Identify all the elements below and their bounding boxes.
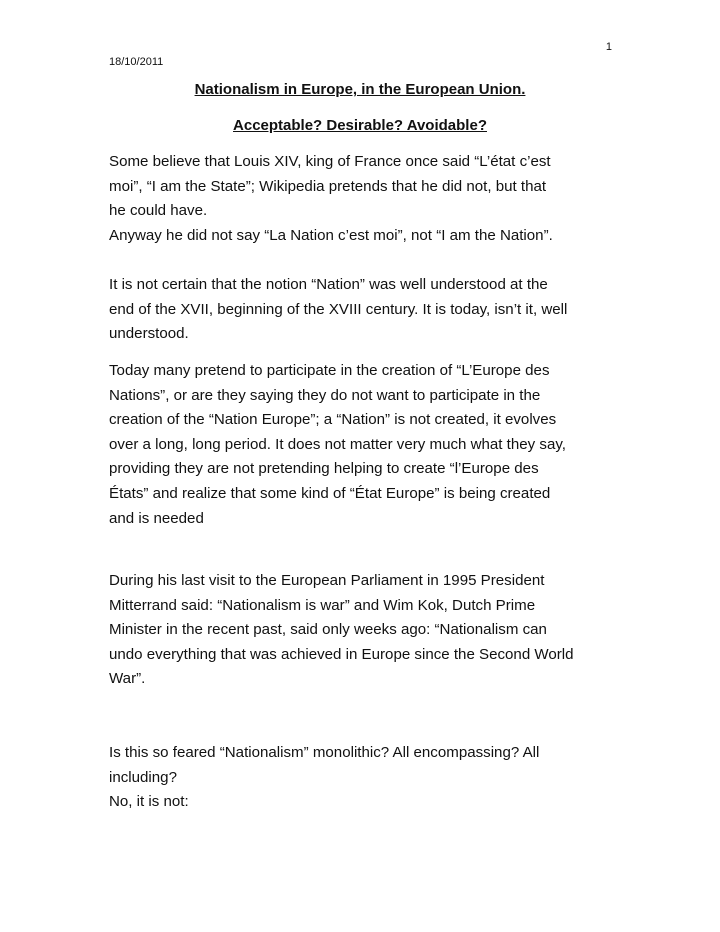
paragraph-louis-xiv: Some believe that Louis XIV, king of France once said “L’état c’est moi”, “I am the State”; Wikipedia pretends that he did not, but that he could have. Anyway he did not say “La Nation c’est moi”, not “I am the Nation”. bbox=[109, 153, 553, 244]
page-number: 1 bbox=[605, 41, 612, 53]
document-subtitle: Acceptable? Desirable? Avoidable? bbox=[233, 117, 487, 134]
document-date: 18/10/2011 bbox=[109, 56, 164, 68]
paragraph-notion-nation: It is not certain that the notion “Nation” was well understood at the end of the XVII, beginning of the XVIII century. It is today, isn’t it, well understood. bbox=[109, 276, 568, 343]
paragraph-nationalism-is-war: During his last visit to the European Parliament in 1995 President Mitterrand said: “Nationalism is war” and Wim Kok, Dutch Prime Minister in the recent past, said only weeks ago: “Nationalism can undo everything that was achieved in Europe since the Second World War”. bbox=[109, 572, 574, 688]
paragraph-feared-nationalism: Is this so feared “Nationalism” monolithic? All encompassing? All including? No, it is not: bbox=[109, 744, 540, 811]
document-title: Nationalism in Europe, in the European Union. bbox=[194, 81, 526, 98]
paragraph-europe-des-nations: Today many pretend to participate in the creation of “L’Europe des Nations”, or are they saying they do not want to participate in the creation of the “Nation Europe”; a “Nation” is not created, it evolves over a long, long period. It does not matter very much what they say, providing they are not pretending helping to create “l’Europe des États” and realize that some kind of “État Europe” is being created and is needed bbox=[109, 362, 566, 527]
